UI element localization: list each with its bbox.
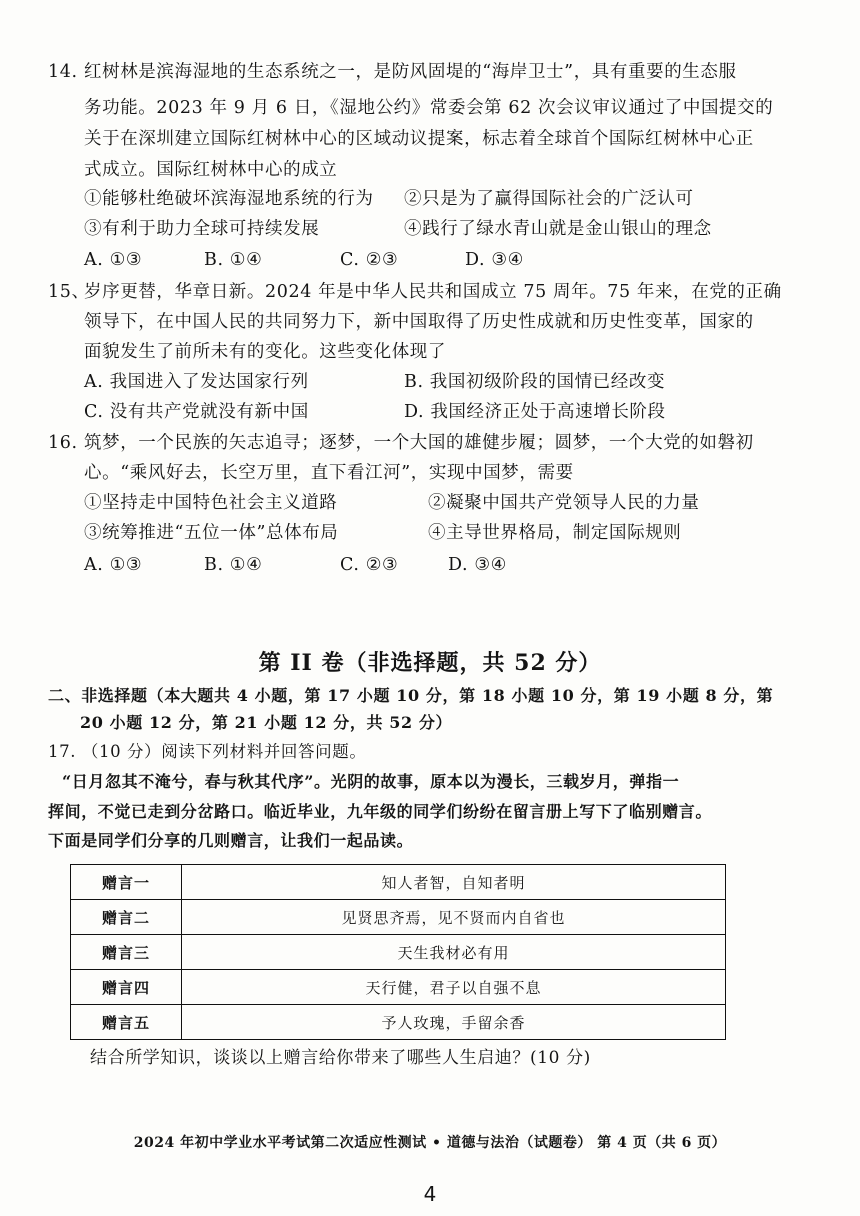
q14-statement-4: ④践行了绿水青山就是金山银山的理念	[404, 219, 712, 239]
q17-head: 17. （10 分）阅读下列材料并回答问题。	[48, 742, 367, 761]
gift-table	[70, 864, 726, 1040]
q14-line-1: 红树林是滨海湿地的生态系统之一，是防风固堤的“海岸卫士”，具有重要的生态服	[84, 62, 737, 82]
q14-option-b: B. ①④	[204, 250, 263, 270]
gift-key: 赠言五	[71, 1005, 182, 1040]
q15-option-a: A. 我国进入了发达国家行列	[84, 372, 309, 392]
q16-number: 16.	[48, 433, 78, 453]
q15-option-d: D. 我国经济正处于高速增长阶段	[404, 402, 666, 422]
q15-line-1: 岁序更替，华章日新。2024 年是中华人民共和国成立 75 周年。75 年来，在党的正确	[84, 282, 782, 302]
gift-key: 赠言三	[71, 935, 182, 970]
gift-value: 天行健，君子以自强不息	[182, 970, 726, 1005]
q17-question: 结合所学知识，谈谈以上赠言给你带来了哪些人生启迪？(10 分)	[90, 1048, 591, 1068]
part2-line-2: 20 小题 12 分，第 21 小题 12 分，共 52 分）	[80, 713, 453, 732]
q16-option-b: B. ①④	[204, 555, 263, 575]
q17-line-1: “日月忽其不淹兮，春与秋其代序”。光阴的故事，原本以为漫长，三载岁月，弹指一	[62, 772, 680, 791]
q15-option-c: C. 没有共产党就没有新中国	[84, 402, 309, 422]
q16-statement-3: ③统筹推进“五位一体”总体布局	[84, 523, 339, 543]
gift-key: 赠言一	[71, 865, 182, 900]
gift-value: 见贤思齐焉，见不贤而内自省也	[182, 900, 726, 935]
q16-statement-4: ④主导世界格局，制定国际规则	[428, 523, 682, 543]
q15-line-2: 领导下，在中国人民的共同努力下，新中国取得了历史性成就和历史性变革，国家的	[84, 312, 754, 332]
page-footer: 2024 年初中学业水平考试第二次适应性测试 • 道德与法治（试题卷） 第 4 页（共 6 页）	[133, 1135, 727, 1151]
gift-value: 天生我材必有用	[182, 935, 726, 970]
table-row	[71, 970, 726, 1005]
q14-line-2: 务功能。2023 年 9 月 6 日，《湿地公约》常委会第 62 次会议审议通过了中国提交的	[84, 98, 774, 118]
q14-statement-3: ③有利于助力全球可持续发展	[84, 219, 320, 239]
q15-number: 15、	[48, 282, 90, 302]
q17-line-2: 挥间，不觉已走到分岔路口。临近毕业，九年级的同学们纷纷在留言册上写下了临别赠言。	[48, 802, 713, 821]
part2-line-1: 二、非选择题（本大题共 4 小题，第 17 小题 10 分，第 18 小题 10 分，第 19 小题 8 分，第	[48, 686, 774, 705]
q16-statement-2: ②凝聚中国共产党领导人民的力量	[428, 493, 700, 513]
q15-line-3: 面貌发生了前所未有的变化。这些变化体现了	[84, 342, 446, 362]
q16-statement-1: ①坚持走中国特色社会主义道路	[84, 493, 338, 513]
gift-key: 赠言四	[71, 970, 182, 1005]
table-row	[71, 1005, 726, 1040]
gift-value: 予人玫瑰，手留余香	[182, 1005, 726, 1040]
q16-option-c: C. ②③	[340, 555, 399, 575]
q14-line-3: 关于在深圳建立国际红树林中心的区域动议提案，标志着全球首个国际红树林中心正	[84, 129, 754, 149]
q14-option-d: D. ③④	[465, 250, 524, 270]
q15-option-b: B. 我国初级阶段的国情已经改变	[404, 372, 666, 392]
q16-option-a: A. ①③	[84, 555, 143, 575]
q16-line-1: 筑梦，一个民族的矢志追寻；逐梦，一个大国的雄健步履；圆梦，一个大党的如磐初	[84, 433, 754, 453]
q16-option-d: D. ③④	[448, 555, 507, 575]
page-number: 4	[423, 1182, 437, 1206]
table-row	[71, 900, 726, 935]
q14-line-4: 式成立。国际红树林中心的成立	[84, 160, 338, 180]
q17-line-3: 下面是同学们分享的几则赠言，让我们一起品读。	[48, 831, 414, 850]
q16-line-2: 心。“乘风好去，长空万里，直下看江河”，实现中国梦，需要	[84, 463, 574, 483]
q14-statement-2: ②只是为了赢得国际社会的广泛认可	[404, 189, 694, 209]
section-title: 第 II 卷（非选择题，共 52 分）	[258, 650, 602, 676]
q14-number: 14.	[48, 62, 78, 82]
table-row	[71, 865, 726, 900]
q14-statement-1: ①能够杜绝破坏滨海湿地系统的行为	[84, 189, 374, 209]
gift-value: 知人者智，自知者明	[182, 865, 726, 900]
q14-option-c: C. ②③	[340, 250, 399, 270]
q14-option-a: A. ①③	[84, 250, 143, 270]
table-row	[71, 935, 726, 970]
gift-key: 赠言二	[71, 900, 182, 935]
